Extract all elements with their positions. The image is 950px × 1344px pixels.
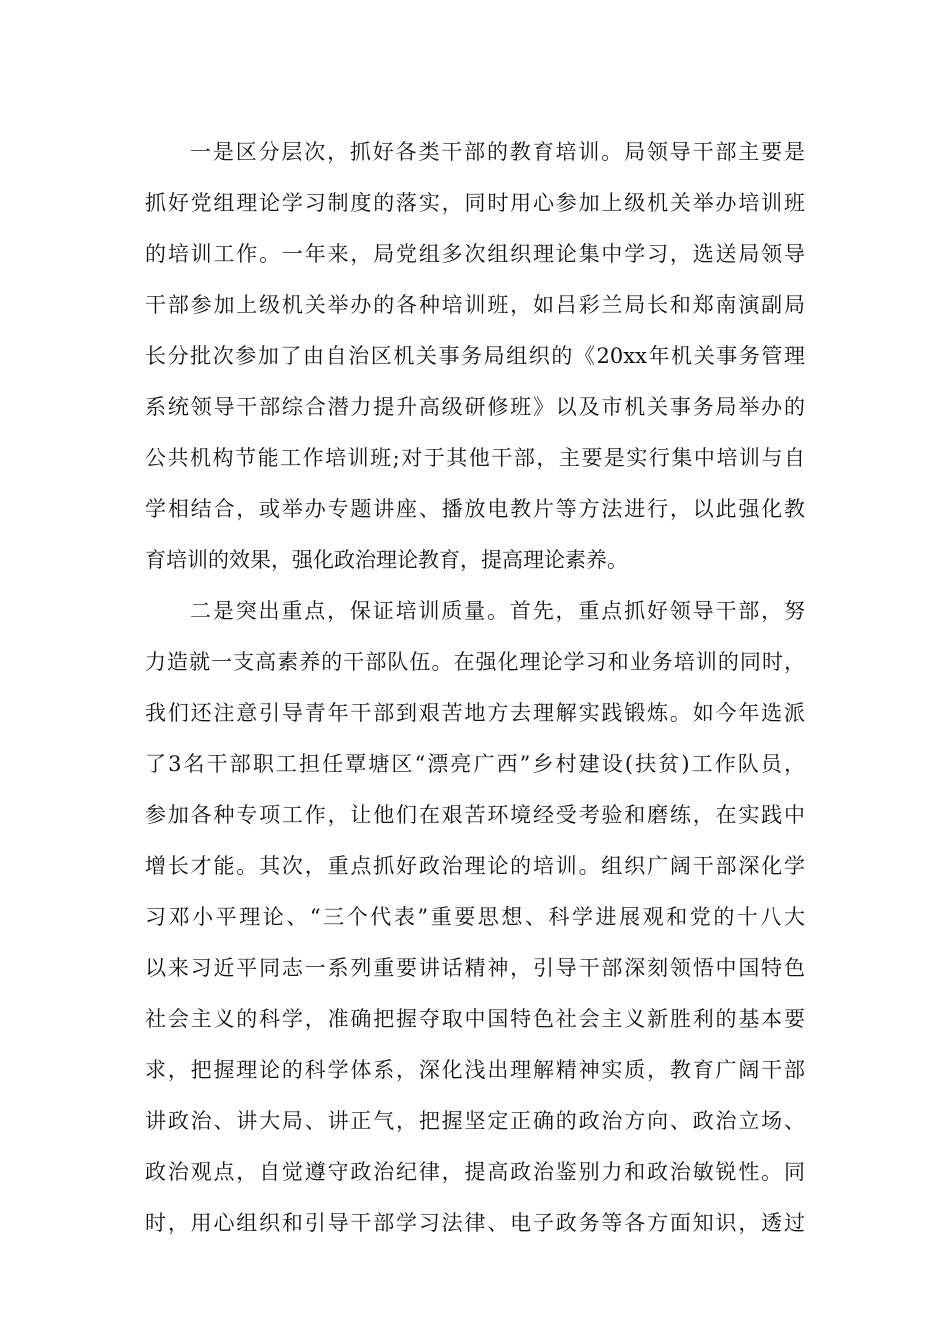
text-line: 公共机构节能工作培训班;对于其他干部，主要是实行集中培训与自: [145, 446, 805, 470]
text-line: 长分批次参加了由自治区机关事务局组织的《20xx年机关事务管理: [145, 344, 805, 368]
text-line: 增长才能。其次，重点抓好政治理论的培训。组织广阔干部深化学: [145, 854, 805, 878]
text-line: 政治观点，自觉遵守政治纪律，提高政治鉴别力和政治敏锐性。同: [145, 1160, 805, 1184]
text-line: 时，用心组织和引导干部学习法律、电子政务等各方面知识，透过: [145, 1211, 805, 1235]
text-line: 习邓小平理论、“三个代表”重要思想、科学进展观和党的十八大: [145, 905, 805, 929]
text-line: 系统领导干部综合潜力提升高级研修班》以及市机关事务局举办的: [145, 395, 805, 419]
text-line: 干部参加上级机关举办的各种培训班，如吕彩兰局长和郑南演副局: [145, 293, 805, 317]
text-line: 抓好党组理论学习制度的落实，同时用心参加上级机关举办培训班: [145, 191, 805, 215]
text-line: 参加各种专项工作，让他们在艰苦环境经受考验和磨练，在实践中: [145, 803, 805, 827]
text-line: 育培训的效果，强化政治理论教育，提高理论素养。: [145, 548, 628, 572]
text-line: 力造就一支高素养的干部队伍。在强化理论学习和业务培训的同时，: [145, 650, 805, 674]
text-line: 的培训工作。一年来，局党组多次组织理论集中学习，选送局领导: [145, 242, 805, 266]
text-line: 了3名干部职工担任覃塘区“漂亮广西”乡村建设(扶贫)工作队员，: [145, 752, 805, 776]
text-line: 以来习近平同志一系列重要讲话精神，引导干部深刻领悟中国特色: [145, 956, 805, 980]
text-line: 求，把握理论的科学体系，深化浅出理解精神实质，教育广阔干部: [145, 1058, 805, 1082]
text-line: 社会主义的科学，准确把握夺取中国特色社会主义新胜利的基本要: [145, 1007, 805, 1031]
text-line: 二是突出重点，保证培训质量。首先，重点抓好领导干部，努: [190, 599, 805, 623]
text-line: 我们还注意引导青年干部到艰苦地方去理解实践锻炼。如今年选派: [145, 701, 805, 725]
text-line: 学相结合，或举办专题讲座、播放电教片等方法进行，以此强化教: [145, 497, 805, 521]
text-line: 讲政治、讲大局、讲正气，把握坚定正确的政治方向、政治立场、: [145, 1109, 805, 1133]
text-line: 一是区分层次，抓好各类干部的教育培训。局领导干部主要是: [190, 140, 805, 164]
